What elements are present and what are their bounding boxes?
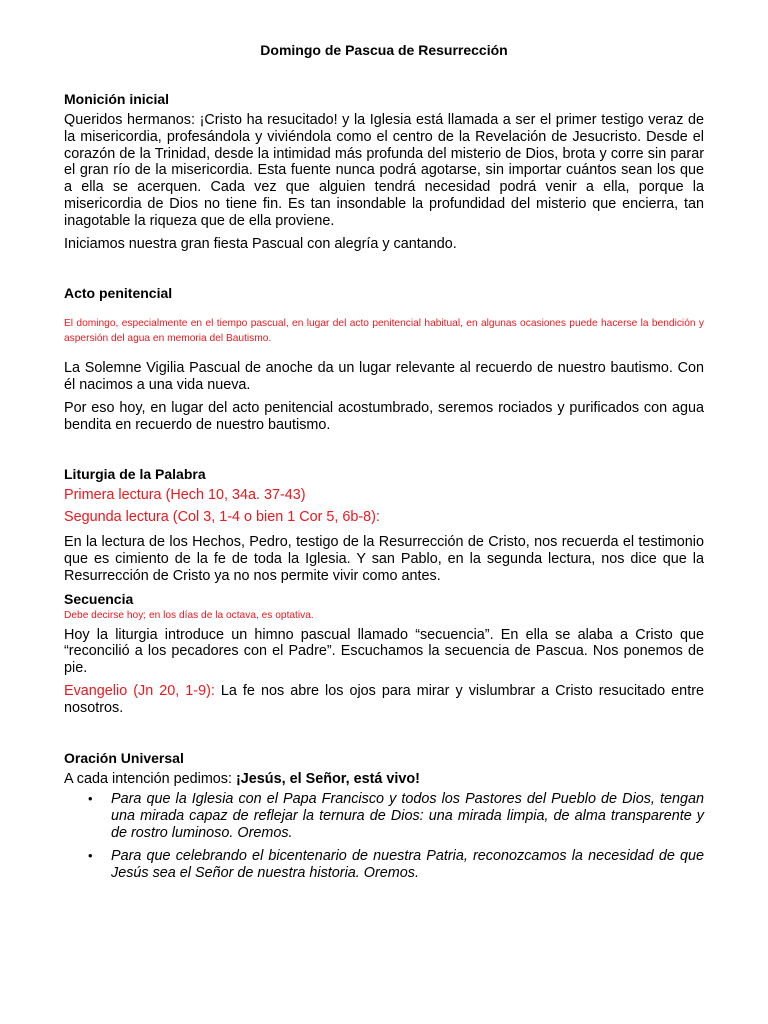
secuencia-heading: Secuencia [64,590,134,607]
segunda-lectura: Segunda lectura (Col 3, 1-4 o bien 1 Cor 5, 6b-8): [64,509,380,526]
secuencia-paragraph: Hoy la liturgia introduce un himno pascual llamado “secuencia”. En ella se alaba a Cristo que “reconcilió a los pecadores con el Padre”. Escuchamos la secuencia de Pascua. Nos ponemos de pie. [64,626,704,677]
bullet-icon: • [88,847,93,863]
oracion-response: ¡Jesús, el Señor, está vivo! [236,770,420,787]
intentions-list [64,791,704,881]
oracion-intro-text: A cada intención pedimos: [64,770,236,787]
intention-item [64,791,704,841]
bullet-icon: • [88,791,93,807]
page-title: Domingo de Pascua de Resurrección [260,42,508,58]
acto-rubric-note: El domingo, especialmente en el tiempo pascual, en lugar del acto penitencial habitual, en algunas ocasiones puede hacerse la bendición y aspersión del agua en memoria del Bautismo. [64,318,704,345]
acto-paragraph-2: Por eso hoy, en lugar del acto penitencial acostumbrado, seremos rociados y purificados con agua bendita en recuerdo de nuestro bautismo. [64,399,704,433]
monicion-paragraph-2: Iniciamos nuestra gran fiesta Pascual con alegría y cantando. [64,235,457,252]
secuencia-rubric-note: Debe decirse hoy; en los días de la octava, es optativa. [64,609,314,621]
acto-paragraph-1: La Solemne Vigilia Pascual de anoche da un lugar relevante al recuerdo de nuestro bautismo. Con él nacimos a una vida nueva. [64,360,704,394]
liturgia-paragraph: En la lectura de los Hechos, Pedro, testigo de la Resurrección de Cristo, nos recuerda el testimonio que es cimiento de la fe de toda la Iglesia. Y san Pablo, en la segunda lectura, nos dice que la Resurrección de Cristo ya no nos permite vivir como antes. [64,534,704,584]
evangelio-paragraph [64,683,704,717]
intention-item [64,848,704,882]
intention-text: Para que celebrando el bicentenario de nuestra Patria, reconozcamos la necesidad de que Jesús sea el Señor de nuestra historia. Oremos. [111,847,704,881]
monicion-heading: Monición inicial [64,91,170,107]
acto-heading: Acto penitencial [64,285,173,302]
monicion-paragraph-1: Queridos hermanos: ¡Cristo ha resucitado! y la Iglesia está llamada a ser el primer testigo veraz de la misericordia, profesándola y viviéndola como el centro de la Revelación de Jesucristo. Desde el corazón de la Trinidad, desde la intimidad más profunda del misterio de Dios, brota y corre sin parar el gran río de la misericordia. Esta fuente nunca podrá agotarse, sin importar cuántos sean los que a ella se acerquen. Cada vez que alguien tendrá necesidad podrá venir a ella, porque la misericordia de Dios no tiene fin. Es tan insondable la profundidad del misterio que encierra, tan inagotable la riqueza que de ella proviene. [64,112,704,229]
liturgia-heading: Liturgia de la Palabra [64,465,206,482]
oracion-heading: Oración Universal [64,749,184,766]
oracion-intro [64,771,704,788]
evangelio-text: La fe nos abre los ojos para mirar y vislumbrar a Cristo resucitado entre nosotros. [64,682,704,716]
intention-text: Para que la Iglesia con el Papa Francisco y todos los Pastores del Pueblo de Dios, tengan una mirada capaz de reflejar la ternura de Dios: una mirada limpia, de alma transparente y de rostro luminoso. Oremos. [111,791,704,841]
evangelio-label: Evangelio (Jn 20, 1-9): [64,682,215,699]
primera-lectura: Primera lectura (Hech 10, 34a. 37-43) [64,486,306,503]
